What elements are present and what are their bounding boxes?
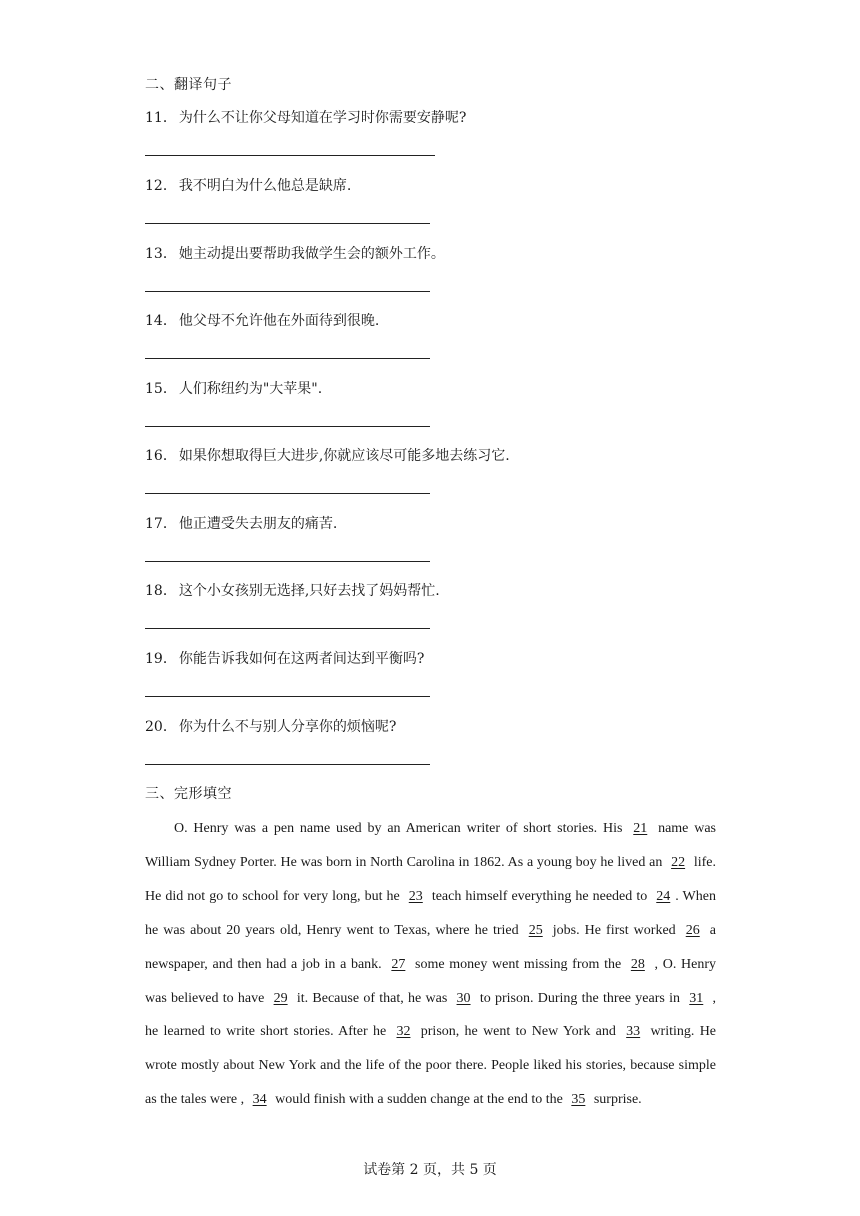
passage-text: teach himself everything he needed to [427, 888, 652, 904]
question-number: 17． [145, 516, 177, 532]
passage-text: , he learned to write short stories. After he [145, 990, 717, 1040]
blank-34[interactable]: 34 [252, 1092, 267, 1108]
blank-30[interactable]: 30 [456, 990, 471, 1006]
question-text: 我不明白为什么他总是缺席. [178, 178, 352, 194]
passage-text: writing. He wrote mostly about New York and the life of the poor there. People liked his stories, because simple as the tales were , [145, 1024, 717, 1108]
blank-32[interactable]: 32 [396, 1024, 411, 1040]
passage-text: a newspaper, and then had a job in a bank. [145, 922, 717, 972]
question-number: 15． [145, 381, 177, 397]
question-number: 19． [145, 651, 177, 667]
question-text: 你为什么不与别人分享你的烦恼呢? [178, 719, 397, 735]
passage-text: life. He did not go to school for very long, but he [145, 854, 716, 904]
question-number: 14． [145, 313, 177, 329]
passage-text: . When he was about 20 years old, Henry went to Texas, where he tried [145, 888, 716, 938]
question-number: 20． [145, 719, 177, 735]
blank-21[interactable]: 21 [633, 821, 648, 836]
question-11 [145, 107, 466, 127]
question-number: 11． [145, 110, 177, 126]
passage-text: it. Because of that, he was [292, 990, 452, 1006]
passage-text: name was William Sydney Porter. He was born in North Carolina in 1862. As a young boy he lived an [145, 821, 716, 870]
answer-line-18[interactable] [145, 628, 430, 629]
section-title-cloze: 三、完形填空 [145, 786, 232, 802]
question-text: 她主动提出要帮助我做学生会的额外工作。 [178, 246, 445, 262]
answer-line-19[interactable] [145, 696, 430, 697]
passage-text: prison, he went to New York and [415, 1024, 622, 1040]
question-12 [145, 175, 351, 195]
blank-24[interactable]: 24 [656, 888, 671, 904]
answer-line-14[interactable] [145, 358, 430, 359]
question-15 [145, 378, 322, 398]
answer-line-11[interactable] [145, 155, 435, 156]
question-text: 如果你想取得巨大进步,你就应该尽可能多地去练习它. [178, 448, 510, 464]
answer-line-13[interactable] [145, 291, 430, 292]
passage-text: O. Henry was a pen name used by an American writer of short stories. His [174, 821, 629, 836]
question-number: 18． [145, 583, 177, 599]
question-number: 13． [145, 246, 177, 262]
blank-27[interactable]: 27 [391, 956, 406, 972]
question-text: 他父母不允许他在外面待到很晚. [178, 313, 380, 329]
blank-28[interactable]: 28 [630, 956, 645, 972]
passage-text: jobs. He first worked [547, 922, 681, 938]
blank-23[interactable]: 23 [408, 888, 423, 904]
question-19 [145, 648, 424, 668]
answer-line-12[interactable] [145, 223, 430, 224]
answer-line-20[interactable] [145, 764, 430, 765]
question-13 [145, 243, 445, 263]
question-number: 16． [145, 448, 177, 464]
answer-line-15[interactable] [145, 426, 430, 427]
passage-text: surprise. [590, 1092, 642, 1108]
answer-line-16[interactable] [145, 493, 430, 494]
question-text: 这个小女孩别无选择,只好去找了妈妈帮忙. [178, 583, 440, 599]
passage-text: to prison. During the three years in [475, 990, 685, 1006]
blank-29[interactable]: 29 [273, 990, 288, 1006]
question-text: 你能告诉我如何在这两者间达到平衡吗? [178, 651, 425, 667]
blank-33[interactable]: 33 [626, 1024, 641, 1040]
question-17 [145, 513, 337, 533]
blank-35[interactable]: 35 [571, 1092, 586, 1108]
question-text: 人们称纽约为"大苹果". [178, 381, 323, 397]
page-footer: 试卷第 2 页，共 5 页 [363, 1162, 497, 1178]
passage-text: , O. Henry was believed to have [145, 956, 716, 1006]
answer-line-17[interactable] [145, 561, 430, 562]
blank-25[interactable]: 25 [528, 922, 543, 938]
passage-text: would finish with a sudden change at the end to the [271, 1092, 567, 1108]
blank-31[interactable]: 31 [689, 990, 704, 1006]
question-20 [145, 716, 396, 736]
question-text: 他正遭受失去朋友的痛苦. [178, 516, 338, 532]
question-number: 12． [145, 178, 177, 194]
section-title-translation: 二、翻译句子 [145, 77, 232, 93]
blank-22[interactable]: 22 [671, 854, 686, 870]
passage-text: some money went missing from the [410, 956, 626, 972]
question-14 [145, 310, 379, 330]
blank-26[interactable]: 26 [685, 922, 700, 938]
cloze-passage [145, 812, 716, 1117]
question-16 [145, 445, 510, 465]
question-18 [145, 580, 440, 600]
question-text: 为什么不让你父母知道在学习时你需要安静呢? [178, 110, 467, 126]
